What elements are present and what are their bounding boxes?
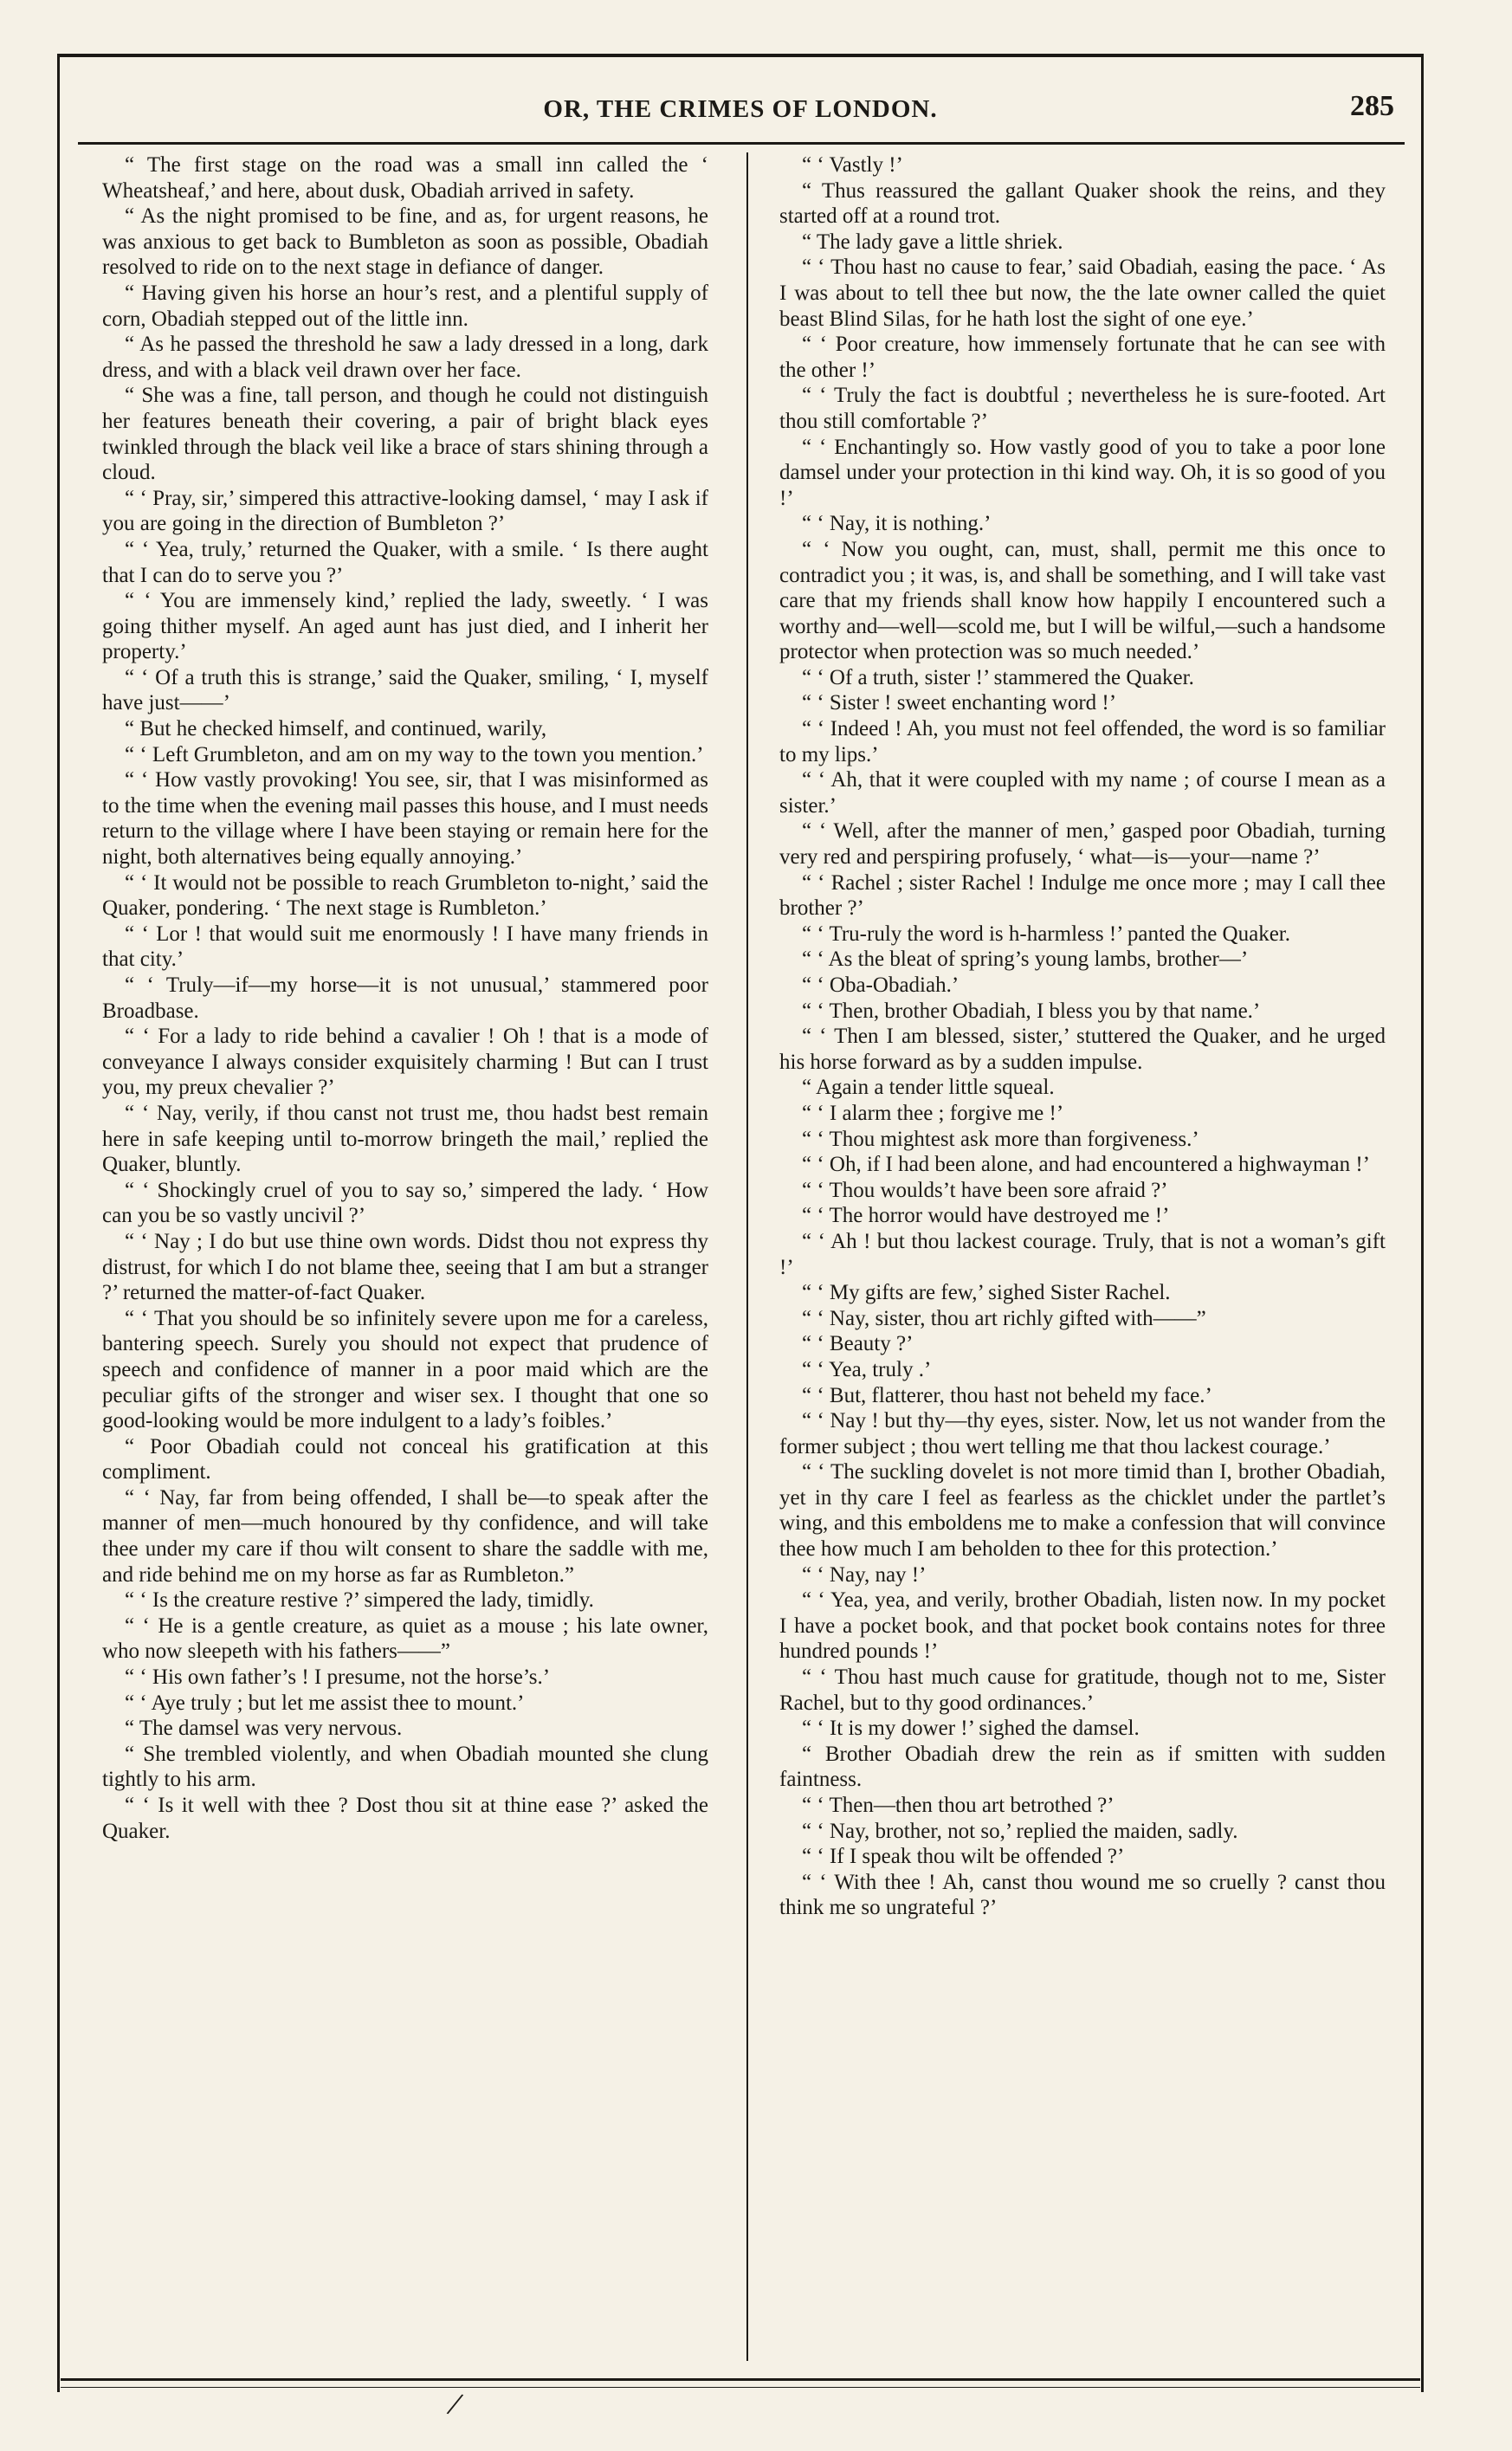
paragraph: “ ‘ Nay, brother, not so,’ replied the maiden, sadly. — [802, 1819, 1238, 1843]
paragraph: “ ‘ I alarm thee ; forgive me !’ — [802, 1101, 1064, 1125]
paragraph: “ Having given his horse an hour’s rest, and a plentiful supply of corn, Obadiah stepped out of the little inn. — [102, 281, 708, 331]
paragraph: “ ‘ Nay, far from being offended, I shall be—to speak after the manner of men—much honoured by thy confidence, and will take thee under my care if thou wilt consent to share the saddle with me, and ride behind me on my horse as far as Rumbleton.” — [102, 1485, 708, 1587]
paragraph: “ ‘ Enchantingly so. How vastly good of you to take a poor lone damsel under your protection in thi kind way. Oh, it is so good of you !’ — [779, 435, 1386, 510]
paragraph: “ ‘ Of a truth, sister !’ stammered the Quaker. — [802, 665, 1194, 689]
paragraph: “ ‘ My gifts are few,’ sighed Sister Rachel. — [802, 1281, 1171, 1305]
paragraph: “ ‘ Then—then thou art betrothed ?’ — [802, 1794, 1115, 1817]
paragraph: “ ‘ His own father’s ! I presume, not the horse’s.’ — [125, 1665, 551, 1690]
paragraph: “ ‘ Truly—if—my horse—it is not unusual,’ stammered poor Broadbase. — [102, 973, 708, 1023]
paragraph: “ ‘ Nay ! but thy—thy eyes, sister. Now, let us not wander from the former subject ; thou wert telling me that thou lackest courage.’ — [779, 1409, 1386, 1458]
paragraph: “ ‘ Thou woulds’t have been sore afraid ?’ — [802, 1178, 1168, 1202]
paragraph: “ ‘ Thou mightest ask more than forgiveness.’ — [802, 1127, 1199, 1151]
paragraph: “ ‘ Oh, if I had been alone, and had encountered a highwayman !’ — [802, 1153, 1370, 1177]
paragraph: “ As he passed the threshold he saw a lady dressed in a long, dark dress, and with a black veil drawn over her face. — [102, 333, 708, 382]
paragraph: “ ‘ It is my dower !’ sighed the damsel. — [802, 1717, 1140, 1741]
paragraph: “ ‘ Nay, verily, if thou canst not trust me, thou hadst best remain here in safe keeping until to-morrow bringeth the mail,’ replied the Quaker, bluntly. — [102, 1101, 708, 1177]
paragraph: “ ‘ Then I am blessed, sister,’ stuttered the Quaker, and he urged his horse forward as by a sudden impulse. — [779, 1025, 1386, 1074]
left-border-rule — [57, 54, 60, 2392]
paragraph: “ ‘ Vastly !’ — [802, 153, 903, 177]
paragraph: “ ‘ How vastly provoking! You see, sir, that I was misinformed as to the time when the evening mail passes this house, and I must needs return to the village where I have been staying or remain here for the night, both alternatives being equally annoying.’ — [102, 768, 708, 870]
paragraph: “ ‘ Is it well with thee ? Dost thou sit at thine ease ?’ asked the Quaker. — [102, 1794, 708, 1843]
page-number: 285 — [1350, 90, 1394, 122]
paragraph: “ She was a fine, tall person, and though he could not distinguish her features beneath their covering, a pair of bright black eyes twinkled through the black veil like a brace of stars shining through a cloud. — [102, 384, 708, 485]
paragraph: “ ‘ Beauty ?’ — [802, 1332, 914, 1356]
paragraph: “ Brother Obadiah drew the rein as if smitten with sudden faintness. — [779, 1742, 1386, 1792]
paragraph: “ The first stage on the road was a small inn called the ‘ Wheatsheaf,’ and here, about dusk, Obadiah arrived in safety. — [102, 153, 708, 203]
paragraph: “ As the night promised to be fine, and as, for urgent reasons, he was anxious to get back to Bumbleton as soon as possible, Obadiah resolved to ride on to the next stage in defiance of danger. — [102, 204, 708, 280]
paragraph: “ ‘ It would not be possible to reach Grumbleton to-night,’ said the Quaker, pondering. ‘ The next stage is Rumbleton.’ — [102, 870, 708, 921]
paragraph: “ Poor Obadiah could not conceal his gratification at this compliment. — [102, 1434, 708, 1484]
paragraph: “ ‘ Oba-Obadiah.’ — [802, 973, 960, 997]
paragraph: “ ‘ Ah, that it were coupled with my name ; of course I mean as a sister.’ — [779, 768, 1386, 818]
paragraph: “ ‘ Thou hast much cause for gratitude, though not to me, Sister Rachel, but to thy good ordinances.’ — [779, 1665, 1386, 1715]
top-border-rule — [57, 54, 1424, 57]
paragraph: “ ‘ Indeed ! Ah, you must not feel offended, the word is so familiar to my lips.’ — [779, 717, 1386, 766]
paragraph: “ ‘ You are immensely kind,’ replied the lady, sweetly. ‘ I was going thither myself. An aged aunt has just died, and I inherit her property.’ — [102, 589, 708, 664]
paragraph: “ ‘ Rachel ; sister Rachel ! Indulge me once more ; may I call thee brother ?’ — [779, 870, 1386, 921]
header-underline-rule — [78, 142, 1405, 145]
paragraph: “ ‘ That you should be so infinitely severe upon me for a careless, bantering speech. Surely you should not expect that prudence of speech and confidence of manner in a poor maid which are the peculiar gifts of the stronger and wiser sex. I thought that one so good-looking would be more indulgent to a lady’s foibles.’ — [102, 1306, 708, 1433]
paragraph: “ ‘ Left Grumbleton, and am on my way to the town you mention.’ — [125, 742, 704, 766]
paragraph: “ ‘ With thee ! Ah, canst thou wound me so cruelly ? canst thou think me so ungrateful ?’ — [779, 1870, 1386, 1920]
left-text-column — [102, 152, 708, 2326]
paragraph: “ ‘ Sister ! sweet enchanting word !’ — [802, 691, 1117, 715]
paragraph: “ ‘ Yea, truly .’ — [802, 1357, 932, 1381]
footer-mark: / — [443, 2383, 467, 2424]
paragraph: “ ‘ Nay, nay !’ — [802, 1562, 927, 1587]
paragraph: “ ‘ Nay ; I do but use thine own words. Didst thou not express thy distrust, for which I do not blame thee, seeing that I am but a stranger ?’ returned the matter-of-fact Quaker. — [102, 1229, 708, 1305]
paragraph: “ ‘ Lor ! that would suit me enormously ! I have many friends in that city.’ — [102, 922, 708, 972]
paragraph: “ ‘ He is a gentle creature, as quiet as a mouse ; his late owner, who now sleepeth with his fathers——” — [102, 1614, 708, 1664]
paragraph: “ ‘ Yea, yea, and verily, brother Obadiah, listen now. In my pocket I have a pocket book, and that pocket book contains notes for three hundred pounds !’ — [779, 1588, 1386, 1664]
paragraph: “ Again a tender little squeal. — [802, 1076, 1055, 1100]
paragraph: “ ‘ Pray, sir,’ simpered this attractive-looking damsel, ‘ may I ask if you are going in the direction of Bumbleton ?’ — [102, 486, 708, 536]
paragraph: “ ‘ Yea, truly,’ returned the Quaker, with a smile. ‘ Is there aught that I can do to serve you ?’ — [102, 537, 708, 587]
column-divider-rule — [746, 152, 748, 2361]
paragraph: “ ‘ The suckling dovelet is not more timid than I, brother Obadiah, yet in thy care I feel as fearless as the chicklet under the partlet’s wing, and this emboldens me to make a confession that will convince thee how much I am beholden to thee for this protection.’ — [779, 1460, 1386, 1562]
paragraph: “ Thus reassured the gallant Quaker shook the reins, and they started off at a round trot. — [779, 178, 1386, 229]
paragraph: “ ‘ If I speak thou wilt be offended ?’ — [802, 1845, 1125, 1869]
paragraph: “ ‘ Ah ! but thou lackest courage. Truly, that is not a woman’s gift !’ — [779, 1229, 1386, 1279]
footer-rule-thin — [61, 2387, 1420, 2388]
paragraph: “ ‘ Then, brother Obadiah, I bless you by that name.’ — [802, 999, 1261, 1023]
paragraph: “ ‘ Now you ought, can, must, shall, permit me this once to contradict you ; it was, is, and shall be something, and I will take vast care that my friends shall know how happily I encountered such a worthy and—well—scold me, but I will be wilful,—such a handsome protector when protection was so much needed.’ — [779, 537, 1386, 664]
page-header — [61, 87, 1420, 139]
paragraph: “ ‘ The horror would have destroyed me !’ — [802, 1204, 1170, 1228]
right-border-rule — [1421, 54, 1424, 2392]
paragraph: “ ‘ Poor creature, how immensely fortunate that he can see with the other !’ — [779, 333, 1386, 382]
paragraph: “ The damsel was very nervous. — [125, 1717, 403, 1741]
paragraph: “ ‘ Nay, it is nothing.’ — [802, 512, 992, 536]
paragraph: “ ‘ Aye truly ; but let me assist thee to mount.’ — [125, 1691, 525, 1715]
paragraph: “ ‘ Well, after the manner of men,’ gasped poor Obadiah, turning very red and perspiring profusely, ‘ what—is—your—name ?’ — [779, 819, 1386, 870]
paragraph: “ But he checked himself, and continued, warily, — [125, 717, 547, 741]
running-title: OR, THE CRIMES OF LONDON. — [543, 95, 938, 123]
footer-rule — [61, 2378, 1420, 2381]
paragraph: “ ‘ Tru-ruly the word is h-harmless !’ panted the Quaker. — [802, 922, 1290, 946]
paragraph: “ ‘ Is the creature restive ?’ simpered the lady, timidly. — [125, 1588, 594, 1613]
paragraph: “ ‘ Truly the fact is doubtful ; nevertheless he is sure-footed. Art thou still comfortable ?’ — [779, 384, 1386, 433]
paragraph: “ ‘ Shockingly cruel of you to say so,’ simpered the lady. ‘ How can you be so vastly uncivil ?’ — [102, 1178, 708, 1228]
paragraph: “ She trembled violently, and when Obadiah mounted she clung tightly to his arm. — [102, 1742, 708, 1792]
paragraph: “ ‘ For a lady to ride behind a cavalier ! Oh ! that is a mode of conveyance I always consider exquisitely charming ! But can I trust you, my preux chevalier ?’ — [102, 1025, 708, 1100]
paragraph: “ ‘ As the bleat of spring’s young lambs, brother—’ — [802, 947, 1249, 972]
right-text-column — [779, 152, 1386, 2326]
paragraph: “ ‘ Of a truth this is strange,’ said the Quaker, smiling, ‘ I, myself have just——’ — [102, 665, 708, 715]
paragraph: “ ‘ Thou hast no cause to fear,’ said Obadiah, easing the pace. ‘ As I was about to tell thee but now, the the late owner called the quiet beast Blind Silas, for he hath lost the sight of one eye.’ — [779, 255, 1386, 331]
paragraph: “ ‘ Nay, sister, thou art richly gifted with——” — [802, 1306, 1206, 1330]
paragraph: “ The lady gave a little shriek. — [802, 230, 1063, 254]
paragraph: “ ‘ But, flatterer, thou hast not beheld my face.’ — [802, 1383, 1212, 1407]
